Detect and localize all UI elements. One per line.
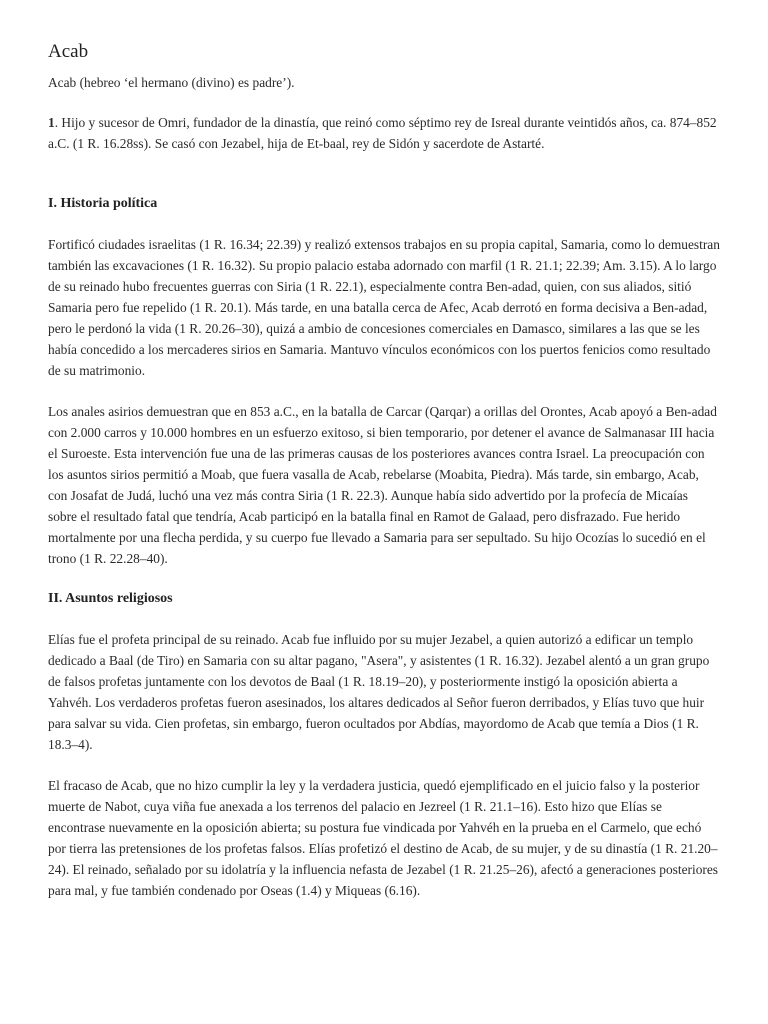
paragraph-historia-2: Los anales asirios demuestran que en 853 a.C., en la batalla de Carcar (Qarqar) a orillas del Orontes, Acab apoyó a Ben-adad con 2.000 carros y 10.000 hombres en un esfuerzo exitoso, si bien temporario, por detener el avance de Salmanasar III hacia el Suroeste. Esta intervención fue una de las primeras causas de los posteriores avances contra Israel. La preocupación con los asuntos sirios permitió a Moab, que fuera vasalla de Acab, rebelarse (Moabita, Piedra). Más tarde, sin embargo, Acab, con Josafat de Judá, luchó una vez más contra Siria (1 R. 22.3). Aunque había sido advertido por la profecía de Micaías sobre el resultado fatal que tendría, Acab participó en la batalla final en Ramot de Galaad, pero disfrazado. Fue herido mortalmente por una flecha perdida, y su cuerpo fue llevado a Samaria para ser sepultado. Su hijo Ocozías lo sucedió en el trono (1 R. 22.28–40). <box>48 404 717 566</box>
paragraph-historia-1: Fortificó ciudades israelitas (1 R. 16.34; 22.39) y realizó extensos trabajos en su propia capital, Samaria, como lo demuestran también las excavaciones (1 R. 16.32). Su propio palacio estaba adornado con marfil (1 R. 21.1; 22.39; Am. 3.15). A lo largo de su reinado hubo frecuentes guerras con Siria (1 R. 22.1), especialmente contra Ben-adad, quien, con sus aliados, sitió Samaria pero fue repelido (1 R. 20.1). Más tarde, en una batalla cerca de Afec, Acab derrotó en forma decisiva a Ben-adad, pero le perdonó la vida (1 R. 20.26–30), quizá a ambio de concesiones comerciales en Damasco, similares a las que se les había concedido a los mercaderes sirios en Samaria. Mantuvo vínculos económicos con los puertos fenicios como resultado de su matrimonio. <box>48 237 720 378</box>
section-heading-asuntos-religiosos: II. Asuntos religiosos <box>48 591 173 606</box>
intro-paragraph <box>48 112 720 154</box>
section-heading-historia-politica: I. Historia política <box>48 196 158 211</box>
intro-text: . Hijo y sucesor de Omri, fundador de la dinastía, que reinó como séptimo rey de Isreal durante veintidós años, ca. 874–852 a.C. (1 R. 16.28ss). Se casó con Jezabel, hija de Et-baal, rey de Sidón y sacerdote de Astarté. <box>48 115 717 151</box>
intro-number: 1 <box>48 115 55 130</box>
paragraph-religiosos-1: Elías fue el profeta principal de su reinado. Acab fue influido por su mujer Jezabel, a quien autorizó a edificar un templo dedicado a Baal (de Tiro) en Samaria con su altar pagano, "Asera", y asistentes (1 R. 16.32). Jezabel alentó a un gran grupo de falsos profetas juntamente con los devotos de Baal (1 R. 18.19–20), y posteriormente instigó la oposición abierta a Yahvéh. Los verdaderos profetas fueron asesinados, los altares dedicados al Señor fueron derribados, y Elías tuvo que huir para salvar su vida. Cien profetas, sin embargo, fueron ocultados por Abdías, mayordomo de Acab que temía a Dios (1 R. 18.3–4). <box>48 632 710 752</box>
paragraph-religiosos-2: El fracaso de Acab, que no hizo cumplir la ley y la verdadera justicia, quedó ejemplificado en el juicio falso y la posterior muerte de Nabot, cuya viña fue anexada a los terrenos del palacio en Jezreel (1 R. 21.1–16). Esto hizo que Elías se encontrase nuevamente en la oposición abierta; su postura fue vindicada por Yahvéh en la prueba en el Carmelo, que echó por tierra las pretensiones de los profetas falsos. Elías profetizó el destino de Acab, de su mujer, y de su dinastía (1 R. 21.20–24). El reinado, señalado por su idolatría y la influencia nefasta de Jezabel (1 R. 21.25–26), afectó a generaciones posteriores para mal, y fue también condenado por Oseas (1.4) y Miqueas (6.16). <box>48 778 719 898</box>
article-title: Acab <box>48 41 89 62</box>
article-subtitle: Acab (hebreo ‘el hermano (divino) es padre’). <box>48 75 295 90</box>
